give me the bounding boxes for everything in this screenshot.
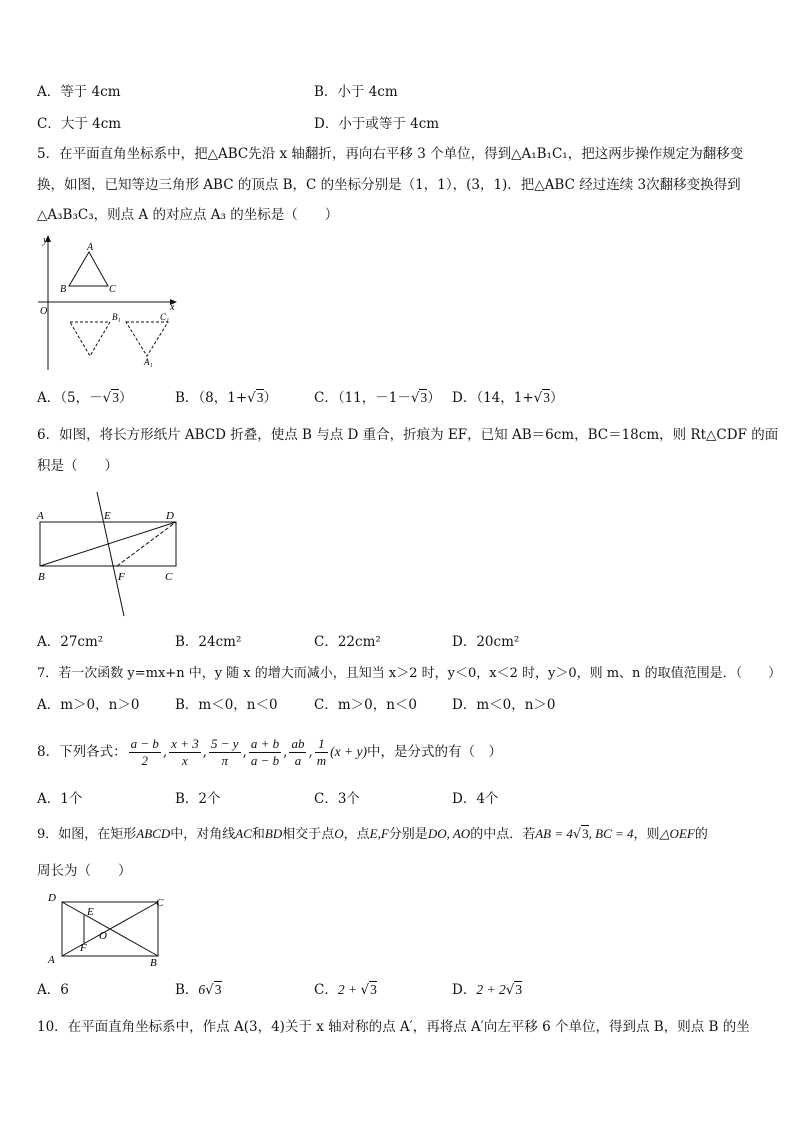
q6-fig-label-c: C: [165, 571, 173, 583]
q6-stem-line2: 积是（ ）: [37, 458, 118, 474]
q6-option-c: C．22cm²: [314, 634, 381, 650]
q5-fig-label-a: A: [87, 242, 94, 253]
q8-stem: 8．下列各式： $\frac{a - b}{2}$ , $\frac{x + 3}{x}$ , $\frac{5 - y}{\pi}$ , $\frac{a + b}{a - b}$ , $\frac{ab}{a}$ , $\frac{1}{m}$ (x + y)中，是分式的有（ ）: [37, 736, 502, 768]
q5-figure: [34, 232, 184, 372]
q5-option-c: C．（11，－1－√3）: [314, 390, 441, 406]
q6-stem-line1: 6．如图，将长方形纸片 ABCD 折叠，使点 B 与点 D 重合，折痕为 EF，已知 AB＝6cm，BC＝18cm，则 Rt△CDF 的面: [37, 427, 779, 443]
q5-fig-label-b1: B₁: [112, 312, 121, 322]
q5-fig-label-b: B: [60, 284, 67, 295]
q6-fig-label-a: A: [37, 510, 44, 522]
q9-fig-label-e: E: [87, 906, 94, 918]
q6-fig-label-d: D: [166, 510, 174, 522]
q5-stem-line2: 换，如图，已知等边三角形 ABC 的顶点 B，C 的坐标分别是（1，1），(3，1)．把△ABC 经过连续 3次翻移变换得到: [37, 177, 741, 193]
q8-option-c: C．3个: [314, 791, 360, 807]
q9-fig-label-f: F: [80, 942, 87, 954]
q8-suffix: 中，是分式的有（ ）: [366, 744, 502, 760]
q9-figure: [44, 888, 174, 970]
q6-fig-label-b: B: [38, 571, 45, 583]
q5-option-d: D．（14，1+√3）: [452, 390, 564, 406]
q8-fraction-4: $\frac{a + b}{a - b}$: [250, 736, 280, 768]
q6-fig-label-e: E: [104, 510, 111, 522]
q10-stem-line1: 10．在平面直角坐标系中，作点 A(3，4)关于 x 轴对称的点 A′，再将点 A′向左平移 6 个单位，得到点 B，则点 B 的坐: [37, 1019, 750, 1035]
q9-option-c: C．2 + √3: [314, 982, 377, 998]
q9-fig-label-b: B: [150, 957, 157, 969]
q6-option-d: D．20cm²: [452, 634, 520, 650]
q5-fig-label-x: x: [170, 302, 175, 313]
q8-fraction-3: $\frac{5 - y}{\pi}$: [211, 736, 239, 768]
q5-option-a: A．（5，－√3）: [37, 390, 133, 406]
q6-figure: [30, 488, 190, 620]
q8-option-d: D．4个: [452, 791, 499, 807]
q8-option-a: A．1个: [37, 791, 83, 807]
q8-fraction-1: $\frac{a - b}{2}$: [130, 736, 159, 768]
q4-option-a: A．等于 4cm: [37, 84, 121, 100]
q5-fig-label-c: C: [109, 284, 116, 295]
q9-option-b: B．6√3: [175, 982, 222, 998]
q5-option-b: B．（8，1+√3）: [175, 390, 278, 406]
q9-fig-label-o: O: [99, 930, 107, 942]
q8-prefix: 8．下列各式：: [37, 744, 127, 760]
q8-tail-expr: (x + y): [330, 744, 367, 759]
q9-fig-label-a: A: [48, 954, 55, 966]
q8-fraction-6: $\frac{1}{m}$: [316, 736, 327, 768]
q9-fig-label-d: D: [48, 892, 56, 904]
q5-fig-label-c1: C₁: [160, 312, 170, 322]
q5-fig-label-y: y: [43, 235, 48, 246]
q7-stem: 7．若一次函数 y=mx+n 中，y 随 x 的增大而减小，且知当 x＞2 时，y＜0，x＜2 时，y＞0，则 m、n 的取值范围是．（ ）: [37, 666, 782, 681]
q7-option-a: A．m＞0，n＞0: [37, 697, 140, 713]
q9-option-d: D．2 + 2√3: [452, 982, 523, 998]
q7-option-b: B．m＜0，n＜0: [175, 697, 278, 713]
q7-option-c: C．m＞0，n＜0: [314, 697, 418, 713]
q9-stem-line1: 9．如图，在矩形ABCD中，对角线AC和BD相交于点O，点E,F分别是DO, AO的中点．若AB = 4√3, BC = 4，则△OEF的: [37, 826, 708, 842]
q6-fig-label-f: F: [118, 571, 125, 583]
q4-option-d: D．小于或等于 4cm: [314, 116, 440, 132]
q8-option-b: B．2个: [175, 791, 221, 807]
q6-option-b: B．24cm²: [175, 634, 242, 650]
q5-stem-line3: △A₃B₃C₃，则点 A 的对应点 A₃ 的坐标是（ ）: [37, 207, 339, 223]
q8-fraction-2: $\frac{x + 3}{x}$: [171, 736, 199, 768]
q5-fig-label-o: O: [40, 306, 48, 317]
q5-fig-label-a1: A₁: [144, 357, 153, 367]
q9-fig-label-c: C: [156, 897, 164, 909]
q5-stem-line1: 5．在平面直角坐标系中，把△ABC先沿 x 轴翻折，再向右平移 3 个单位，得到△A₁B₁C₁，把这两步操作规定为翻移变: [37, 146, 744, 162]
q7-option-d: D．m＜0，n＞0: [452, 697, 556, 713]
q6-option-a: A．27cm²: [37, 634, 104, 650]
q4-option-c: C．大于 4cm: [37, 116, 122, 132]
q4-option-b: B．小于 4cm: [314, 84, 398, 100]
q9-option-a: A．6: [37, 982, 69, 998]
q8-fraction-5: $\frac{ab}{a}$: [291, 736, 305, 768]
q9-stem-line2: 周长为（ ）: [37, 863, 132, 879]
